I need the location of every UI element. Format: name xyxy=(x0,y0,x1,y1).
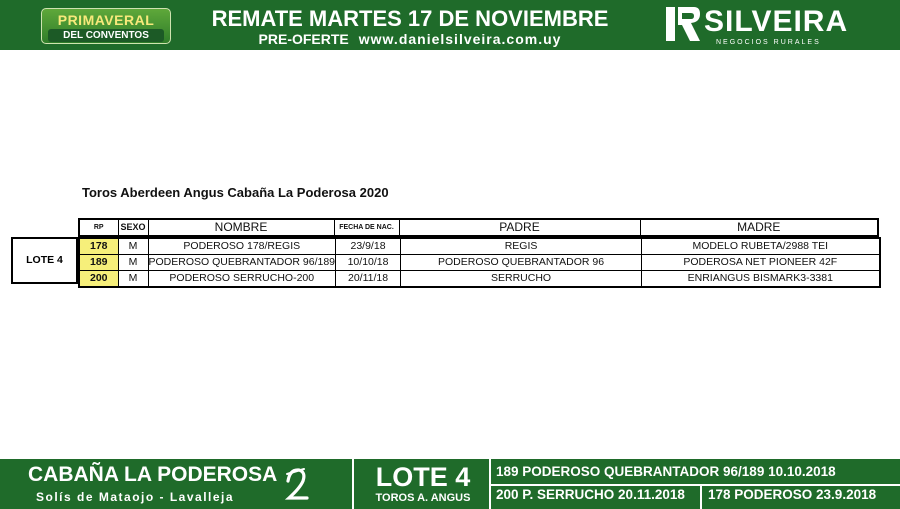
table-row xyxy=(79,255,880,271)
primaveral-logo xyxy=(41,8,171,44)
sexo-cell: M xyxy=(118,271,148,288)
badge-line1: PRIMAVERAL xyxy=(57,12,155,28)
footer-animal-2: 200 P. SERRUCHO 20.11.2018 xyxy=(496,487,685,502)
column-header-madre: MADRE xyxy=(640,219,878,236)
nombre-cell: PODEROSO SERRUCHO-200 xyxy=(148,271,336,288)
fecha-cell: 23/9/18 xyxy=(336,238,401,255)
bottom-banner xyxy=(0,459,900,509)
madre-cell: MODELO RUBETA/2988 TEI xyxy=(642,238,880,255)
rp-cell: 189 xyxy=(79,255,118,271)
column-header-fecha: FECHA DE NAC. xyxy=(334,219,399,236)
top-banner xyxy=(0,0,900,50)
sexo-cell: M xyxy=(118,238,148,255)
rp-cell: 178 xyxy=(79,238,118,255)
column-header-rp: RP xyxy=(79,219,118,236)
footer-lote-sub: TOROS A. ANGUS xyxy=(375,492,471,504)
footer-divider xyxy=(700,484,702,509)
footer-animal-1: 189 PODEROSO QUEBRANTADOR 96/189 10.10.2018 xyxy=(496,464,836,479)
pre-offer-label: PRE-OFERTE xyxy=(258,31,349,47)
column-header-sexo: SEXO xyxy=(118,219,148,236)
nombre-cell: PODEROSO QUEBRANTADOR 96/189 xyxy=(148,255,336,271)
cabana-name: CABAÑA LA PODEROSA xyxy=(28,463,278,486)
padre-cell: SERRUCHO xyxy=(401,271,642,288)
lote-label: LOTE 4 xyxy=(11,237,78,284)
fecha-cell: 20/11/18 xyxy=(336,271,401,288)
auction-title: REMATE MARTES 17 DE NOVIEMBRE xyxy=(211,6,609,31)
sexo-cell: M xyxy=(118,255,148,271)
nombre-cell: PODEROSO 178/REGIS xyxy=(148,238,336,255)
column-header-nombre: NOMBRE xyxy=(148,219,334,236)
website-link[interactable]: www.danielsilveira.com.uy xyxy=(358,31,562,47)
silveira-mark-icon xyxy=(664,5,702,43)
column-header-padre: PADRE xyxy=(399,219,640,236)
padre-cell: PODEROSO QUEBRANTADOR 96 xyxy=(401,255,642,271)
section-title: Toros Aberdeen Angus Cabaña La Poderosa 2020 xyxy=(82,185,389,200)
fecha-cell: 10/10/18 xyxy=(336,255,401,271)
animals-table xyxy=(78,237,881,288)
auction-subtitle xyxy=(200,31,620,47)
table-row xyxy=(79,271,880,288)
silveira-logo xyxy=(664,5,864,45)
cabana-brand-icon xyxy=(284,465,310,503)
madre-cell: ENRIANGUS BISMARK3-3381 xyxy=(642,271,880,288)
table-row xyxy=(79,238,880,255)
logo-tagline: NEGOCIOS RURALES xyxy=(716,39,821,46)
footer-divider xyxy=(352,459,354,509)
madre-cell: PODEROSA NET PIONEER 42F xyxy=(642,255,880,271)
logo-name: SILVEIRA xyxy=(704,5,849,38)
badge-line2: DEL CONVENTOS xyxy=(48,29,164,42)
rp-cell: 200 xyxy=(79,271,118,288)
footer-lote: LOTE 4 xyxy=(375,462,471,492)
footer-animal-3: 178 PODEROSO 23.9.2018 xyxy=(708,487,877,502)
table-header xyxy=(78,218,879,237)
cabana-location: Solís de Mataojo - Lavalleja xyxy=(36,490,235,504)
padre-cell: REGIS xyxy=(401,238,642,255)
footer-divider xyxy=(490,484,900,486)
